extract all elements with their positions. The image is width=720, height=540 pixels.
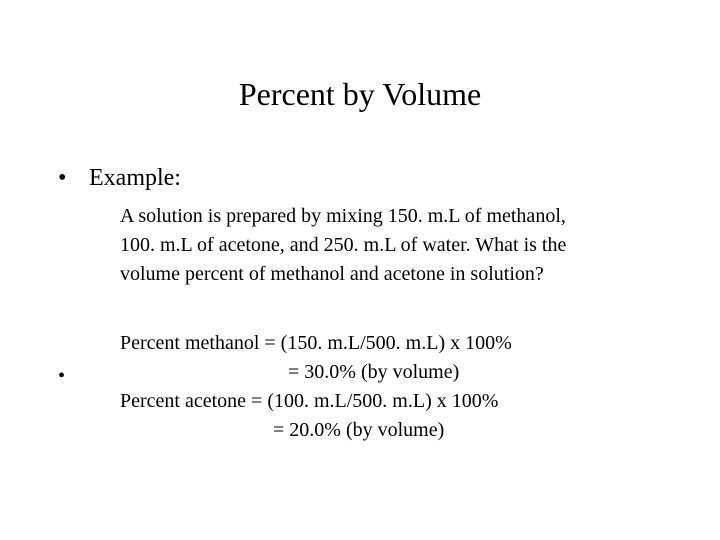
problem-statement bbox=[120, 202, 680, 289]
problem-line: 100. m.L of acetone, and 250. m.L of water. What is the bbox=[120, 234, 567, 256]
bullet-solution: • bbox=[58, 365, 66, 387]
bullet-example: • bbox=[58, 165, 67, 191]
solution-result-acetone: = 20.0% (by volume) bbox=[273, 419, 445, 441]
solution-line-methanol: Percent methanol = (150. m.L/500. m.L) x 100% bbox=[120, 332, 512, 354]
example-label: Example: bbox=[89, 165, 181, 191]
problem-line: volume percent of methanol and acetone in solution? bbox=[120, 263, 544, 285]
solution-line-acetone: Percent acetone = (100. m.L/500. m.L) x 100% bbox=[120, 390, 499, 412]
slide-title: Percent by Volume bbox=[238, 76, 482, 112]
solution-result-methanol: = 30.0% (by volume) bbox=[288, 361, 460, 383]
problem-line: A solution is prepared by mixing 150. m.L of methanol, bbox=[120, 205, 566, 227]
solution-block bbox=[120, 329, 680, 445]
